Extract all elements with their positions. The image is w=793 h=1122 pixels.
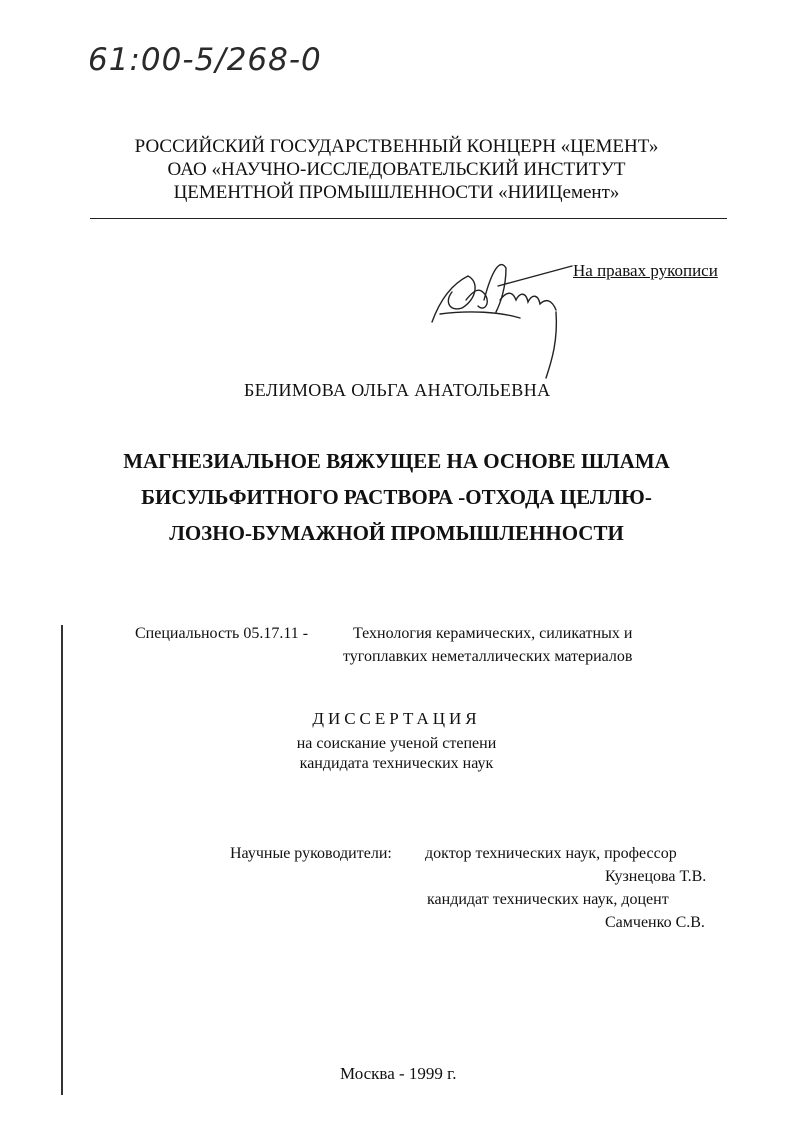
organization-line: ОАО «НАУЧНО-ИССЛЕДОВАТЕЛЬСКИЙ ИНСТИТУТ [167,159,626,180]
header-divider [90,218,727,219]
supervisors-label: Научные руководители: [230,845,392,862]
specialty-block [135,622,632,668]
archive-code: 61:00-5/268-0 [88,42,322,78]
degree-line: кандидата технических наук [299,755,494,772]
organization-line: ЦЕМЕНТНОЙ ПРОМЫШЛЕННОСТИ «НИИЦемент» [173,182,620,203]
author-signature [432,265,572,378]
title-line: БИСУЛЬФИТНОГО РАСТВОРА -ОТХОДА ЦЕЛЛЮ- [141,485,652,509]
supervisor-degree: кандидат технических наук, доцент [427,891,669,908]
city-year: Москва - 1999 г. [340,1064,457,1083]
dissertation-title [0,443,793,551]
specialty-description: Технология керамических, силикатных и [353,625,633,642]
supervisor-name: Самченко С.В. [605,914,705,931]
title-line: МАГНЕЗИАЛЬНОЕ ВЯЖУЩЕЕ НА ОСНОВЕ ШЛАМА [123,449,670,473]
specialty-label: Специальность 05.17.11 - [135,625,309,642]
organization-line: РОССИЙСКИЙ ГОСУДАРСТВЕННЫЙ КОНЦЕРН «ЦЕМЕНТ» [134,136,659,157]
degree-statement [0,734,793,774]
degree-line: на соискание ученой степени [296,735,497,752]
title-line: ЛОЗНО-БУМАЖНОЙ ПРОМЫШЛЕННОСТИ [169,521,624,545]
author-name: БЕЛИМОВА ОЛЬГА АНАТОЛЬЕВНА [244,380,551,400]
specialty-description-cont: тугоплавких неметаллических материалов [343,648,633,665]
rights-note: На правах рукописи [573,261,718,280]
supervisor-degree: доктор технических наук, профессор [425,845,677,862]
supervisor-name: Кузнецова Т.В. [605,868,707,885]
organization-header [0,135,793,204]
dissertation-heading: ДИССЕРТАЦИЯ [312,709,481,728]
